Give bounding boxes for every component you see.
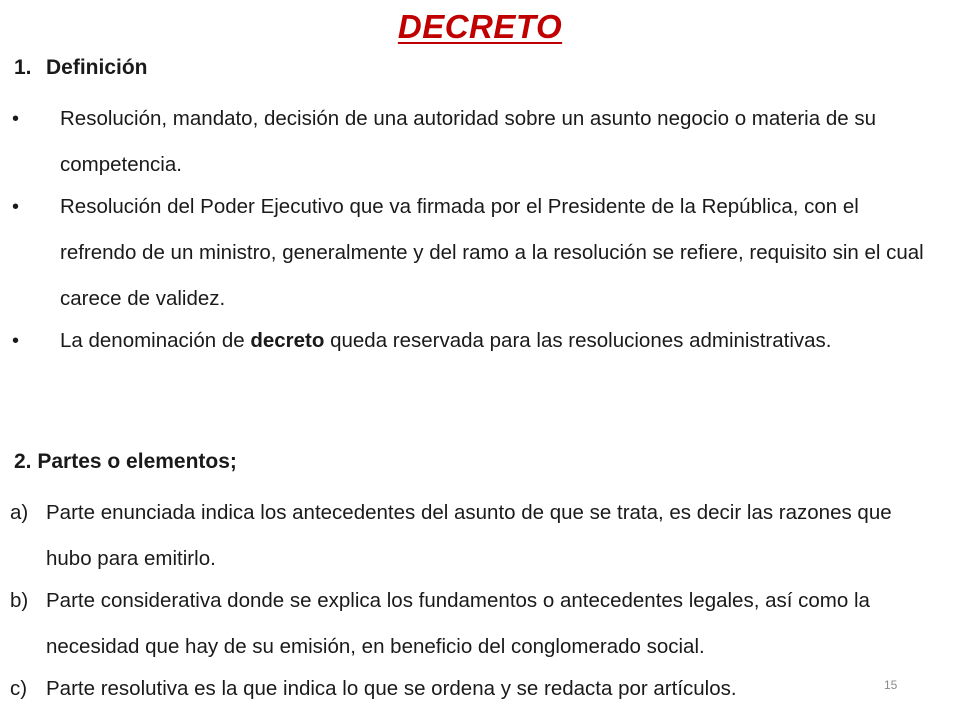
parts-item-c-text: Parte resolutiva es la que indica lo que se ordena y se redacta por artículos. (46, 677, 737, 700)
parts-item-b (0, 578, 960, 670)
parts-item-c-label: c) (10, 677, 28, 700)
section-1-number: 1. (14, 56, 32, 79)
section-1-heading (14, 56, 148, 80)
definition-bullet-3 (0, 318, 960, 364)
definition-bullet-2-text: Resolución del Poder Ejecutivo que va firmada por el Presidente de la República, con el refrendo de un ministro, generalmente y del ramo a la resolución se refiere, requisito sin el cual carece de validez. (60, 195, 924, 310)
bullet-icon: • (12, 330, 20, 352)
definition-bullet-2 (0, 184, 960, 322)
definition-bullet-3-bold-term: decreto (250, 329, 325, 352)
parts-item-a-text: Parte enunciada indica los antecedentes del asunto de que se trata, es decir las razones que hubo para emitirlo. (46, 501, 892, 570)
definition-bullet-1-text: Resolución, mandato, decisión de una autoridad sobre un asunto negocio o materia de su competencia. (60, 107, 876, 176)
parts-list (0, 490, 960, 708)
parts-item-c (0, 666, 960, 712)
bullet-icon: • (12, 196, 20, 218)
section-1-title: Definición (46, 56, 148, 79)
definition-bullet-3-text-after: queda reservada para las resoluciones administrativas. (324, 329, 832, 352)
slide-title: DECRETO (397, 8, 563, 45)
definition-bullet-1 (0, 96, 960, 188)
bullet-icon: • (12, 108, 20, 130)
parts-item-b-text: Parte considerativa donde se explica los fundamentos o antecedentes legales, así como la necesidad que hay de su emisión, en beneficio del conglomerado social. (46, 589, 870, 658)
definition-bullet-3-text-before: La denominación de (60, 329, 251, 352)
parts-item-a (0, 490, 960, 582)
parts-item-b-label: b) (10, 589, 29, 612)
section-2-heading: 2. Partes o elementos; (14, 450, 237, 473)
parts-item-a-label: a) (10, 501, 29, 524)
page-number: 15 (884, 678, 898, 692)
definition-bullet-list (0, 96, 960, 360)
